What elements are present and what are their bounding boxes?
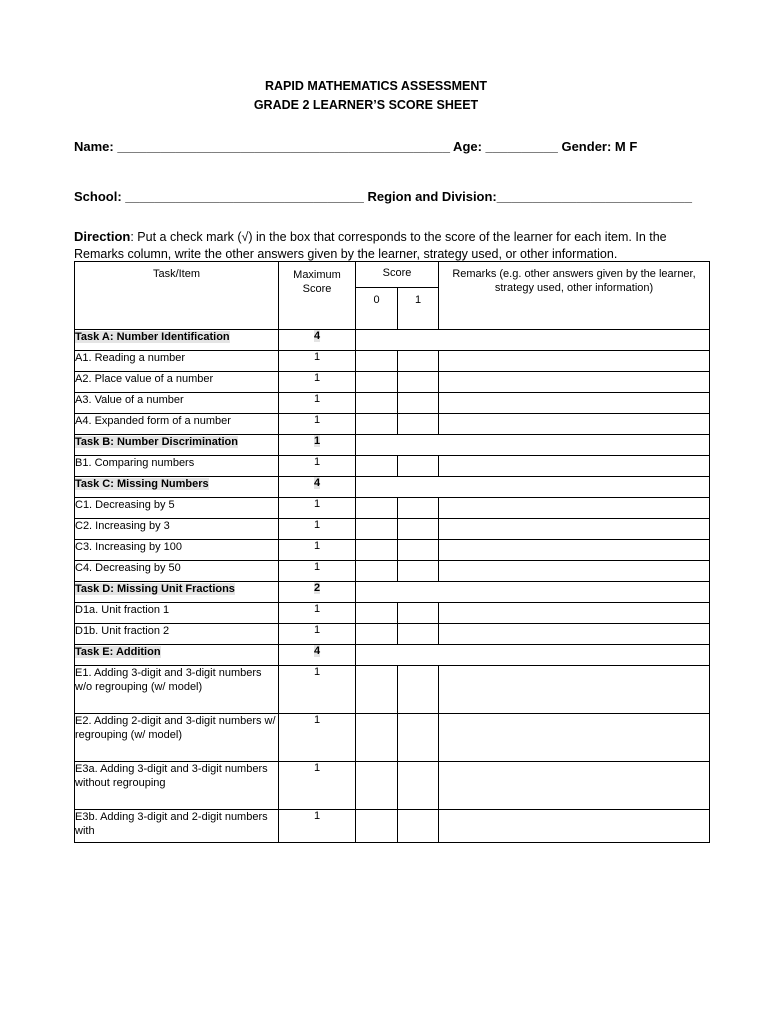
- task-label: E1. Adding 3-digit and 3-digit numbers w/o regrouping (w/ model): [75, 667, 262, 693]
- task-label-cell: [75, 477, 279, 498]
- score-table: [74, 261, 710, 843]
- max-score-cell: [279, 582, 356, 603]
- remarks-box[interactable]: [439, 393, 710, 414]
- score-zero-box[interactable]: [356, 519, 398, 540]
- max-score: 2: [313, 582, 321, 594]
- score-one-box[interactable]: [398, 498, 439, 519]
- max-score: 1: [313, 540, 321, 552]
- max-score-cell: [279, 414, 356, 435]
- score-one-box[interactable]: [398, 603, 439, 624]
- max-score-cell: [279, 561, 356, 582]
- task-label-cell: [75, 540, 279, 561]
- score-zero-box[interactable]: [356, 666, 398, 714]
- item-row: [75, 603, 710, 624]
- max-score-cell: [279, 624, 356, 645]
- task-header-row: [75, 330, 710, 351]
- task-label: B1. Comparing numbers: [75, 457, 195, 469]
- task-label: D1b. Unit fraction 2: [75, 625, 170, 637]
- max-score-cell: [279, 351, 356, 372]
- max-score-cell: [279, 603, 356, 624]
- score-zero-box[interactable]: [356, 540, 398, 561]
- task-label: E3a. Adding 3-digit and 3-digit numbers without regrouping: [75, 763, 268, 789]
- name-age-gender-line: Name: ______________________________________________ Age: __________ Gender: M F: [74, 139, 638, 154]
- max-score: 1: [313, 372, 321, 384]
- task-label: Task E: Addition: [75, 646, 161, 658]
- task-label-cell: [75, 810, 279, 843]
- remarks-box[interactable]: [439, 762, 710, 810]
- task-label-cell: [75, 414, 279, 435]
- item-row: [75, 351, 710, 372]
- score-one-box[interactable]: [398, 666, 439, 714]
- max-score: 1: [313, 714, 321, 726]
- score-one-box[interactable]: [398, 762, 439, 810]
- task-label: A1. Reading a number: [75, 352, 186, 364]
- score-zero-box[interactable]: [356, 762, 398, 810]
- task-blank-cell: [356, 582, 710, 603]
- max-score: 1: [313, 561, 321, 573]
- score-one-box[interactable]: [398, 393, 439, 414]
- task-label-cell: [75, 351, 279, 372]
- header-remarks: Remarks (e.g. other answers given by the learner, strategy used, other information): [439, 262, 710, 330]
- task-label-cell: [75, 582, 279, 603]
- remarks-box[interactable]: [439, 456, 710, 477]
- max-score: 1: [313, 435, 321, 447]
- score-one-box[interactable]: [398, 414, 439, 435]
- max-score: 1: [313, 603, 321, 615]
- direction-text: : Put a check mark (√) in the box that corresponds to the score of the learner for each item. In the Remarks column, write the other answers given by the learner, strategy used, or other information.: [74, 230, 667, 261]
- item-row: [75, 498, 710, 519]
- task-label-cell: [75, 372, 279, 393]
- max-score-cell: [279, 762, 356, 810]
- score-zero-box[interactable]: [356, 414, 398, 435]
- task-label: Task C: Missing Numbers: [75, 478, 209, 490]
- task-label-cell: [75, 435, 279, 456]
- remarks-box[interactable]: [439, 561, 710, 582]
- max-score: 1: [313, 498, 321, 510]
- item-row: [75, 456, 710, 477]
- max-score: 1: [313, 456, 321, 468]
- remarks-box[interactable]: [439, 666, 710, 714]
- task-header-row: [75, 645, 710, 666]
- header-score: Score: [356, 262, 439, 288]
- task-label-cell: [75, 393, 279, 414]
- task-header-row: [75, 477, 710, 498]
- header-maximum-score: Maximum Score: [279, 262, 356, 330]
- task-label: A2. Place value of a number: [75, 373, 214, 385]
- direction-label: Direction: [74, 229, 131, 244]
- task-header-row: [75, 582, 710, 603]
- max-score-cell: [279, 714, 356, 762]
- item-row: [75, 762, 710, 810]
- max-score-cell: [279, 393, 356, 414]
- item-row: [75, 714, 710, 762]
- score-zero-box[interactable]: [356, 498, 398, 519]
- remarks-box[interactable]: [439, 372, 710, 393]
- remarks-box[interactable]: [439, 351, 710, 372]
- score-one-box[interactable]: [398, 519, 439, 540]
- task-label-cell: [75, 456, 279, 477]
- task-label-cell: [75, 330, 279, 351]
- task-label: E2. Adding 2-digit and 3-digit numbers w/ regrouping (w/ model): [75, 715, 276, 741]
- score-one-box[interactable]: [398, 561, 439, 582]
- remarks-box[interactable]: [439, 498, 710, 519]
- item-row: [75, 810, 710, 843]
- item-row: [75, 414, 710, 435]
- sheet-title: RAPID MATHEMATICS ASSESSMENT: [265, 79, 487, 93]
- max-score: 1: [313, 666, 321, 678]
- item-row: [75, 372, 710, 393]
- max-score-cell: [279, 645, 356, 666]
- max-score: 1: [313, 810, 321, 822]
- remarks-box[interactable]: [439, 603, 710, 624]
- max-score-cell: [279, 330, 356, 351]
- header-task-item: Task/Item: [75, 262, 279, 330]
- item-row: [75, 561, 710, 582]
- remarks-box[interactable]: [439, 624, 710, 645]
- task-label: Task B: Number Discrimination: [75, 436, 238, 448]
- remarks-box[interactable]: [439, 714, 710, 762]
- max-score-cell: [279, 810, 356, 843]
- task-label: C4. Decreasing by 50: [75, 562, 181, 574]
- task-label-cell: [75, 714, 279, 762]
- task-blank-cell: [356, 645, 710, 666]
- max-score: 1: [313, 414, 321, 426]
- max-score-cell: [279, 456, 356, 477]
- score-one-box[interactable]: [398, 810, 439, 843]
- task-label: Task A: Number Identification: [75, 331, 230, 343]
- max-score: 1: [313, 624, 321, 636]
- task-label-cell: [75, 561, 279, 582]
- direction-paragraph: [74, 228, 714, 263]
- item-row: [75, 540, 710, 561]
- task-label-cell: [75, 762, 279, 810]
- task-label: C3. Increasing by 100: [75, 541, 183, 553]
- task-label-cell: [75, 498, 279, 519]
- max-score: 4: [313, 645, 321, 657]
- task-label: Task D: Missing Unit Fractions: [75, 583, 235, 595]
- max-score: 1: [313, 519, 321, 531]
- max-score-cell: [279, 372, 356, 393]
- score-one-box[interactable]: [398, 372, 439, 393]
- score-zero-box[interactable]: [356, 351, 398, 372]
- item-row: [75, 666, 710, 714]
- score-one-box[interactable]: [398, 351, 439, 372]
- max-score-cell: [279, 519, 356, 540]
- task-blank-cell: [356, 330, 710, 351]
- max-score-cell: [279, 477, 356, 498]
- header-score-one: 1: [398, 288, 439, 330]
- max-score: 1: [313, 393, 321, 405]
- max-score-cell: [279, 666, 356, 714]
- task-blank-cell: [356, 477, 710, 498]
- score-zero-box[interactable]: [356, 810, 398, 843]
- task-label-cell: [75, 519, 279, 540]
- score-one-box[interactable]: [398, 540, 439, 561]
- task-label-cell: [75, 624, 279, 645]
- remarks-box[interactable]: [439, 540, 710, 561]
- max-score: 1: [313, 762, 321, 774]
- max-score: 4: [313, 330, 321, 342]
- max-score-cell: [279, 435, 356, 456]
- score-zero-box[interactable]: [356, 393, 398, 414]
- task-label: E3b. Adding 3-digit and 2-digit numbers with: [75, 811, 268, 837]
- score-zero-box[interactable]: [356, 456, 398, 477]
- score-zero-box[interactable]: [356, 372, 398, 393]
- header-score-zero: 0: [356, 288, 398, 330]
- task-label: D1a. Unit fraction 1: [75, 604, 170, 616]
- score-zero-box[interactable]: [356, 714, 398, 762]
- score-zero-box[interactable]: [356, 624, 398, 645]
- score-zero-box[interactable]: [356, 561, 398, 582]
- item-row: [75, 393, 710, 414]
- task-label-cell: [75, 666, 279, 714]
- score-one-box[interactable]: [398, 624, 439, 645]
- task-label: A4. Expanded form of a number: [75, 415, 231, 427]
- task-label: C2. Increasing by 3: [75, 520, 170, 532]
- task-label-cell: [75, 603, 279, 624]
- sheet-subtitle: GRADE 2 LEARNER’S SCORE SHEET: [253, 98, 479, 112]
- task-header-row: [75, 435, 710, 456]
- task-label: A3. Value of a number: [75, 394, 184, 406]
- max-score: 1: [313, 351, 321, 363]
- score-one-box[interactable]: [398, 456, 439, 477]
- max-score-cell: [279, 498, 356, 519]
- task-blank-cell: [356, 435, 710, 456]
- item-row: [75, 624, 710, 645]
- school-region-line: School: _________________________________ Region and Division:___________________________: [74, 189, 692, 204]
- task-label: C1. Decreasing by 5: [75, 499, 175, 511]
- item-row: [75, 519, 710, 540]
- task-label-cell: [75, 645, 279, 666]
- score-one-box[interactable]: [398, 714, 439, 762]
- score-table-body: [75, 330, 710, 843]
- remarks-box[interactable]: [439, 810, 710, 843]
- remarks-box[interactable]: [439, 414, 710, 435]
- max-score-cell: [279, 540, 356, 561]
- score-zero-box[interactable]: [356, 603, 398, 624]
- max-score: 4: [313, 477, 321, 489]
- remarks-box[interactable]: [439, 519, 710, 540]
